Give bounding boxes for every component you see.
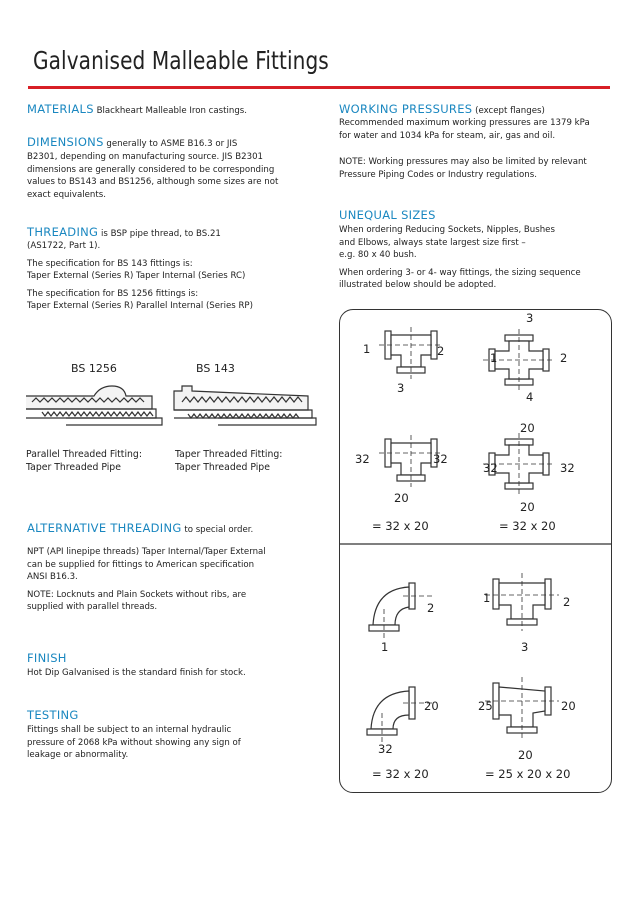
testing-line: pressure of 2068 kPa without showing any sign of xyxy=(27,737,241,748)
taper-fitting-drawing xyxy=(174,386,316,425)
page-title: Galvanised Malleable Fittings xyxy=(33,46,329,75)
working-note-label: NOTE: xyxy=(339,157,366,168)
elbow2-right: 20 xyxy=(424,699,439,713)
testing-line: Fittings shall be subject to an internal hydraulic xyxy=(27,725,232,736)
working-line: for water and 1034 kPa for steam, air, gas and oil. xyxy=(339,130,556,141)
tee2-right: 32 xyxy=(433,452,448,466)
working-lead: (except flanges) xyxy=(475,106,545,116)
materials-section xyxy=(27,103,327,117)
parallel-fitting-drawing xyxy=(26,386,162,425)
npt-line: can be supplied for fittings to American specification xyxy=(27,559,255,570)
tee2-equation: = 32 x 20 xyxy=(372,519,429,533)
elbow2-equation: = 32 x 20 xyxy=(372,767,429,781)
dimensions-line: dimensions are generally considered to be corresponding xyxy=(27,164,275,175)
testing-line: leakage or abnormality. xyxy=(27,750,129,761)
tee3-bottom: 3 xyxy=(521,640,529,654)
unequal-section xyxy=(339,209,614,291)
elbow-fitting-1 xyxy=(369,583,435,639)
tee2-bottom: 20 xyxy=(394,491,409,505)
tee3-right: 2 xyxy=(563,595,571,609)
title-rule xyxy=(28,86,610,89)
alt-note-label: NOTE: xyxy=(27,589,54,600)
elbow1-bottom: 1 xyxy=(381,640,389,654)
unequal-p1: and Elbows, always state largest size first – xyxy=(339,237,526,248)
npt-line: NPT (API linepipe threads) Taper Internal/Taper External xyxy=(27,547,266,558)
working-note-line: Working pressures may also be limited by relevant xyxy=(368,157,587,168)
cross2-bottom: 20 xyxy=(520,500,535,514)
cross1-right: 2 xyxy=(560,351,568,365)
unequal-p1: When ordering Reducing Sockets, Nipples, Bushes xyxy=(339,225,555,236)
caption-line: Taper Threaded Fitting: xyxy=(175,449,283,460)
cross1-bottom: 4 xyxy=(526,390,534,404)
threading-heading: THREADING xyxy=(27,225,99,239)
cross2-top: 20 xyxy=(520,421,535,435)
cross2-left: 32 xyxy=(483,461,498,475)
bs1256-label: BS 1256 xyxy=(71,362,117,375)
testing-heading: TESTING xyxy=(27,708,79,722)
unequal-p2: illustrated below should be adopted. xyxy=(339,280,497,291)
thread-illustration xyxy=(22,378,322,440)
tee3-left: 1 xyxy=(483,591,491,605)
tee-fitting-4 xyxy=(485,677,559,739)
working-line: Recommended maximum working pressures are 1379 kPa xyxy=(339,118,590,129)
taper-caption xyxy=(175,448,335,474)
materials-heading: MATERIALS xyxy=(27,102,94,116)
alt-note-line: supplied with parallel threads. xyxy=(27,602,158,613)
sizing-diagram xyxy=(339,309,612,793)
alt-note-line: Locknuts and Plain Sockets without ribs, are xyxy=(56,589,247,600)
tee4-bottom: 20 xyxy=(518,748,533,762)
parallel-caption xyxy=(26,448,186,474)
cross1-left: 1 xyxy=(490,351,498,365)
tee4-equation: = 25 x 20 x 20 xyxy=(485,767,571,781)
tee-fitting-3 xyxy=(485,573,559,631)
dimensions-line: B2301, depending on manufacturing source. JIS B2301 xyxy=(27,152,264,163)
working-section xyxy=(339,103,614,181)
dimensions-section xyxy=(27,136,327,201)
alternative-section xyxy=(27,522,327,613)
tee1-right: 2 xyxy=(437,344,445,358)
finish-text: Hot Dip Galvanised is the standard finish for stock. xyxy=(27,668,246,679)
dimensions-lead: generally to ASME B16.3 or JIS xyxy=(106,139,238,149)
unequal-heading: UNEQUAL SIZES xyxy=(339,208,436,222)
testing-section xyxy=(27,709,327,762)
threading-line2: (AS1722, Part 1). xyxy=(27,241,101,252)
spec143-title: The specification for BS 143 fittings is: xyxy=(27,258,193,269)
spec1256-text: Taper External (Series R) Parallel Internal (Series RP) xyxy=(27,301,253,312)
bs143-label: BS 143 xyxy=(196,362,235,375)
dimensions-line: exact equivalents. xyxy=(27,189,106,200)
caption-line: Parallel Threaded Fitting: xyxy=(26,449,142,460)
working-note-line: Pressure Piping Codes or Industry regulations. xyxy=(339,169,537,180)
unequal-p2: When ordering 3- or 4- way fittings, the sizing sequence xyxy=(339,267,581,278)
alternative-heading: ALTERNATIVE THREADING xyxy=(27,521,182,535)
dimensions-line: values to BS143 and BS1256, although some sizes are not xyxy=(27,177,279,188)
unequal-p1: e.g. 80 x 40 bush. xyxy=(339,250,417,261)
caption-line: Taper Threaded Pipe xyxy=(26,462,121,473)
tee-fitting-1 xyxy=(379,327,443,379)
tee1-left: 1 xyxy=(363,342,371,356)
alternative-lead: to special order. xyxy=(184,525,254,535)
tee4-left: 25 xyxy=(478,699,493,713)
tee4-right: 20 xyxy=(561,699,576,713)
threading-section xyxy=(27,226,327,312)
cross2-equation: = 32 x 20 xyxy=(499,519,556,533)
cross2-right: 32 xyxy=(560,461,575,475)
finish-section xyxy=(27,652,327,680)
spec143-text: Taper External (Series R) Taper Internal (Series RC) xyxy=(27,271,246,282)
cross1-top: 3 xyxy=(526,311,534,325)
tee2-left: 32 xyxy=(355,452,370,466)
npt-line: ANSI B16.3. xyxy=(27,572,78,583)
elbow1-right: 2 xyxy=(427,601,435,615)
materials-text: Blackheart Malleable Iron castings. xyxy=(96,106,247,116)
working-heading: WORKING PRESSURES xyxy=(339,102,473,116)
elbow2-bottom: 32 xyxy=(378,742,393,756)
elbow-fitting-2 xyxy=(367,687,435,743)
spec1256-title: The specification for BS 1256 fittings is: xyxy=(27,288,199,299)
tee1-bottom: 3 xyxy=(397,381,405,395)
dimensions-heading: DIMENSIONS xyxy=(27,135,104,149)
threading-lead: is BSP pipe thread, to BS.21 xyxy=(101,229,221,239)
finish-heading: FINISH xyxy=(27,651,67,665)
caption-line: Taper Threaded Pipe xyxy=(175,462,270,473)
